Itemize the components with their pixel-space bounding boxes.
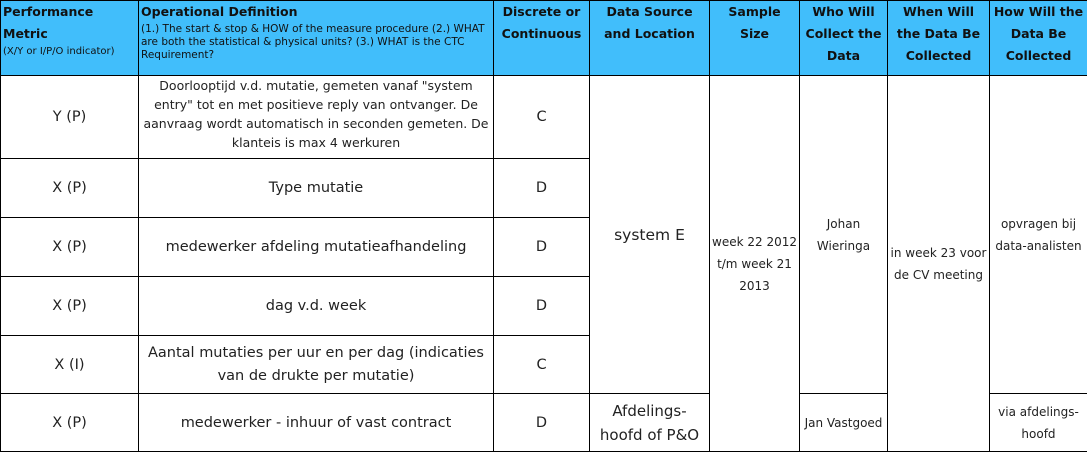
type-cell[interactable]: D <box>494 218 590 277</box>
header-performance-metric[interactable] <box>1 1 139 76</box>
header-when[interactable]: When Will the Data Be Collected <box>888 1 990 76</box>
type-cell[interactable]: D <box>494 277 590 336</box>
metric-cell[interactable]: X (P) <box>1 218 139 277</box>
header-operational-definition-sub: (1.) The start & stop & HOW of the measure procedure (2.) WHAT are both the statistical & physical units? (3.) WHAT is the CTC Requirement? <box>141 23 485 61</box>
type-cell[interactable]: C <box>494 76 590 159</box>
definition-cell[interactable]: Aantal mutaties per uur en per dag (indicaties van de drukte per mutatie) <box>139 336 494 394</box>
when-cell[interactable]: in week 23 voor de CV meeting <box>888 76 990 452</box>
header-sample-size[interactable]: Sample Size <box>710 1 800 76</box>
definition-cell[interactable]: medewerker afdeling mutatieafhandeling <box>139 218 494 277</box>
how-cell[interactable]: opvragen bij data-analisten <box>990 76 1087 394</box>
header-who[interactable]: Who Will Collect the Data <box>800 1 888 76</box>
metric-cell[interactable]: X (P) <box>1 277 139 336</box>
header-discrete-or-continuous[interactable]: Discrete or Continuous <box>494 1 590 76</box>
header-data-source[interactable]: Data Source and Location <box>590 1 710 76</box>
data-source-cell[interactable]: system E <box>590 76 710 394</box>
metric-cell[interactable]: X (I) <box>1 336 139 394</box>
data-source-cell-last[interactable]: Afdelings-hoofd of P&O <box>590 394 710 452</box>
table-row <box>1 76 1087 159</box>
header-performance-metric-sub: (X/Y or I/P/O indicator) <box>3 46 115 57</box>
how-cell-last[interactable]: via afdelings-hoofd <box>990 394 1087 452</box>
definition-cell[interactable]: Doorlooptijd v.d. mutatie, gemeten vanaf "system entry" tot en met positieve reply van ontvanger. De aanvraag wordt automatisch in seconden gemeten. De klanteis is max 4 werkuren <box>139 76 494 159</box>
definition-cell[interactable]: medewerker - inhuur of vast contract <box>139 394 494 452</box>
type-cell[interactable]: D <box>494 159 590 218</box>
metric-cell[interactable]: X (P) <box>1 159 139 218</box>
metric-cell[interactable]: Y (P) <box>1 76 139 159</box>
header-operational-definition-title: Operational Definition <box>141 4 298 19</box>
header-performance-metric-title: Performance Metric <box>3 4 94 41</box>
sample-size-cell[interactable]: week 22 2012 t/m week 21 2013 <box>710 76 800 452</box>
header-operational-definition[interactable] <box>139 1 494 76</box>
who-cell-last[interactable]: Jan Vastgoed <box>800 394 888 452</box>
definition-cell[interactable]: Type mutatie <box>139 159 494 218</box>
type-cell[interactable]: D <box>494 394 590 452</box>
definition-cell[interactable]: dag v.d. week <box>139 277 494 336</box>
who-cell[interactable]: Johan Wieringa <box>800 76 888 394</box>
metric-cell[interactable]: X (P) <box>1 394 139 452</box>
header-row <box>1 1 1087 76</box>
header-how[interactable]: How Will the Data Be Collected <box>990 1 1087 76</box>
type-cell[interactable]: C <box>494 336 590 394</box>
